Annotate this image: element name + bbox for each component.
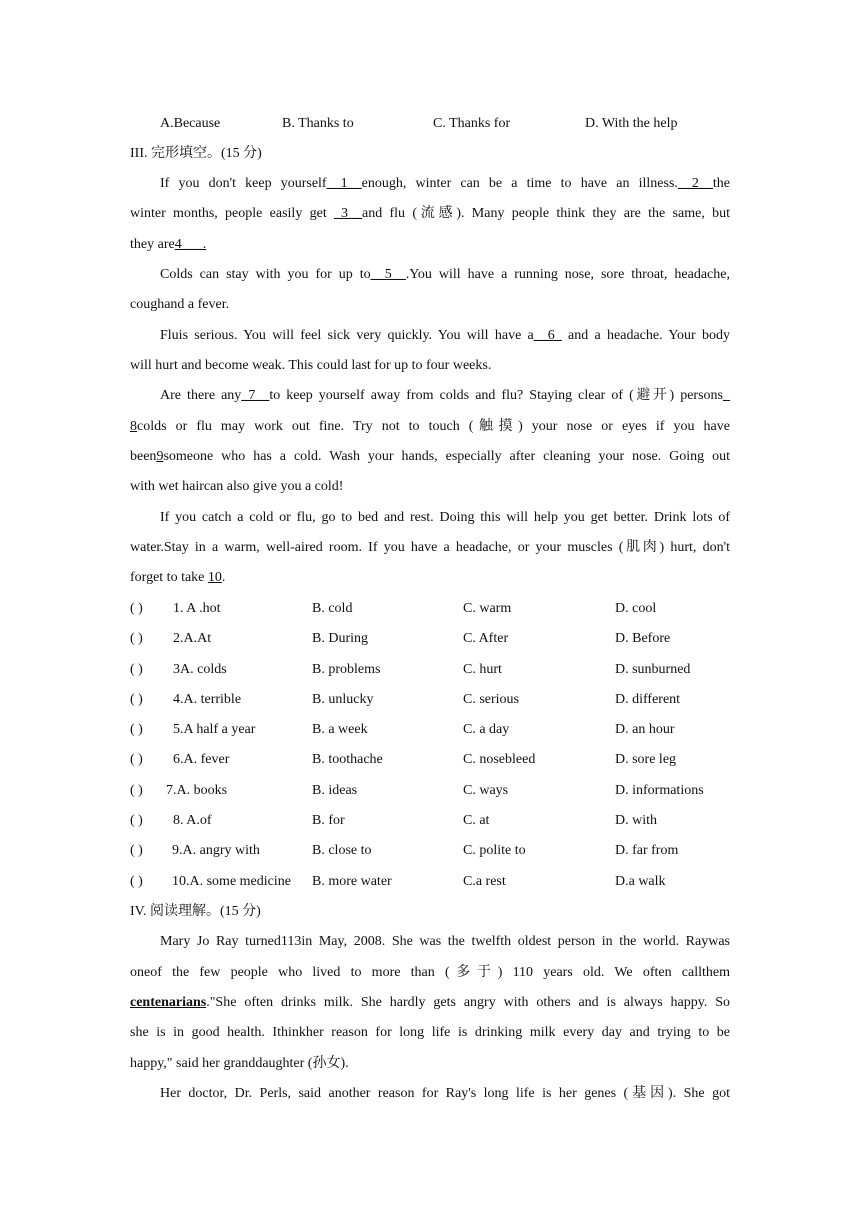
blank-1: __1__ (326, 176, 362, 191)
passage-p3-line1: Fluis serious. You will feel sick very quickly. You will have a__6_ and a headache. Your body (160, 328, 730, 343)
answer-paren: ( ) (130, 783, 143, 798)
passage-p5-line2: water.Stay in a warm, well-aired room. If you have a headache, or your muscles (肌肉) hurt, don't (130, 540, 730, 555)
choice-b: B. problems (312, 662, 381, 677)
blank-8: 8 (130, 419, 137, 434)
choice-c: C.a rest (463, 874, 506, 889)
passage-p4-line2: 8colds or flu may work out fine. Try not to touch (触摸) your nose or eyes if you have (130, 419, 730, 434)
choice-b: B. During (312, 631, 368, 646)
choice-c: C. a day (463, 722, 510, 737)
choice-a: 3A. colds (173, 662, 227, 677)
choice-d: D. far from (615, 843, 679, 858)
blank-6: __6_ (533, 328, 562, 343)
passage-p4-line3: been9someone who has a cold. Wash your hands, especially after cleaning your nose. Going out (130, 449, 730, 464)
blank-9: 9 (156, 449, 164, 464)
choice-a: 1. A .hot (173, 601, 221, 616)
passage-p1-line1: If you don't keep yourself__1__enough, winter can be a time to have an illness.__2__the (160, 176, 731, 191)
blank-7: _7__ (241, 388, 270, 403)
option-c: C. Thanks for (433, 116, 511, 131)
blank-10: 10 (207, 570, 222, 585)
passage-p3-line2: will hurt and become weak. This could last for up to four weeks. (130, 358, 492, 373)
choice-b: B. toothache (312, 752, 383, 767)
choice-b: B. more water (312, 874, 392, 889)
option-b: B. Thanks to (282, 116, 354, 131)
choice-a: 2.A.At (173, 631, 212, 646)
choice-c: C. warm (463, 601, 512, 616)
reading-line2: oneof the few people who lived to more than (多于) 110 years old. We often callthem (130, 965, 730, 980)
answer-paren: ( ) (130, 601, 143, 616)
choice-b: B. a week (312, 722, 368, 737)
reading-line5: happy," said her granddaughter (孙女). (130, 1056, 349, 1071)
choice-c: C. polite to (463, 843, 526, 858)
choice-c: C. ways (463, 783, 509, 798)
choice-c: C. serious (463, 692, 519, 707)
reading-line3: centenarians."She often drinks milk. She hardly gets angry with others and is always happy. So (130, 995, 730, 1010)
choice-c: C. nosebleed (463, 752, 536, 767)
section-4-heading: IV. 阅读理解。(15 分) (130, 904, 261, 919)
choice-d: D. different (615, 692, 681, 707)
choice-d: D. sunburned (615, 662, 691, 677)
choice-b: B. for (312, 813, 345, 828)
reading-line4: she is in good health. Ithinkher reason for long life is drinking milk every day and trying to be (130, 1025, 730, 1040)
answer-paren: ( ) (130, 631, 143, 646)
option-a: A.Because (160, 116, 221, 131)
blank-2: __2__ (677, 176, 713, 191)
choice-a: 8. A.of (173, 813, 212, 828)
passage-p4-line1: Are there any_7__to keep yourself away from colds and flu? Staying clear of (避开) persons_ (160, 388, 730, 403)
passage-p5-line3: forget to take 10. (130, 570, 226, 585)
choice-c: C. After (463, 631, 509, 646)
choice-d: D.a walk (615, 874, 666, 889)
answer-paren: ( ) (130, 692, 143, 707)
answer-paren: ( ) (130, 843, 143, 858)
choice-b: B. unlucky (312, 692, 374, 707)
choice-d: D. Before (615, 631, 671, 646)
choice-a: 5.A half a year (173, 722, 256, 737)
choice-a: 4.A. terrible (173, 692, 242, 707)
choice-b: B. ideas (312, 783, 358, 798)
choice-d: D. an hour (615, 722, 675, 737)
choice-c: C. at (463, 813, 490, 828)
passage-p1-line2: winter months, people easily get _3__and flu (流感). Many people think they are the same, but (130, 206, 730, 221)
passage-p4-line4: with wet haircan also give you a cold! (130, 479, 344, 494)
option-d: D. With the help (585, 116, 678, 131)
choice-d: D. with (615, 813, 657, 828)
answer-paren: ( ) (130, 722, 143, 737)
answer-paren: ( ) (130, 662, 143, 677)
answer-paren: ( ) (130, 874, 143, 889)
choice-b: B. close to (312, 843, 372, 858)
key-word: centenarians (130, 995, 207, 1010)
choice-a: 6.A. fever (173, 752, 230, 767)
choice-a: 10.A. some medicine (172, 874, 291, 889)
reading-line1: Mary Jo Ray turned113in May, 2008. She was the twelfth oldest person in the world. Raywas (160, 934, 730, 949)
choice-d: D. informations (615, 783, 704, 798)
blank-5: __5__ (370, 267, 406, 282)
choice-a: 9.A. angry with (172, 843, 260, 858)
answer-paren: ( ) (130, 813, 143, 828)
choice-b: B. cold (312, 601, 353, 616)
answer-paren: ( ) (130, 752, 143, 767)
passage-p5-line1: If you catch a cold or flu, go to bed and rest. Doing this will help you get better. Drink lots of (160, 510, 730, 525)
passage-p2-line2: coughand a fever. (130, 297, 230, 312)
choice-d: D. sore leg (615, 752, 677, 767)
blank-4: 4___. (174, 237, 207, 252)
section-3-heading: III. 完形填空。(15 分) (130, 146, 262, 161)
choice-a: 7.A. books (166, 783, 228, 798)
choice-d: D. cool (615, 601, 657, 616)
choice-c: C. hurt (463, 662, 502, 677)
reading-line6: Her doctor, Dr. Perls, said another reason for Ray's long life is her genes (基因). She got (160, 1086, 730, 1101)
blank-3: _3__ (334, 206, 362, 221)
passage-p1-line3: they are4___. (130, 237, 207, 252)
passage-p2-line1: Colds can stay with you for up to__5__.You will have a running nose, sore throat, headache, (160, 267, 730, 282)
